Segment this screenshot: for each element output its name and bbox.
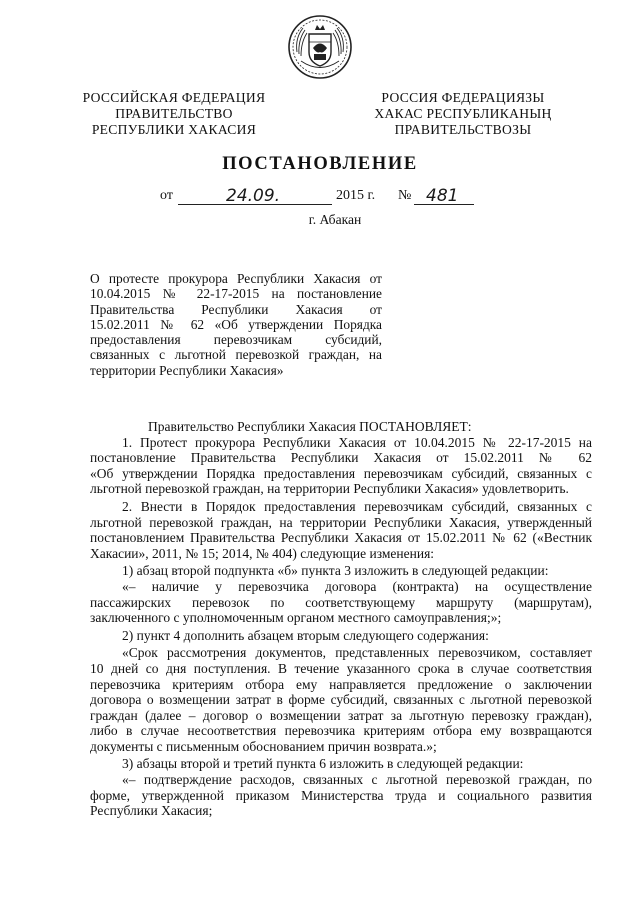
- date-number-line: [0, 188, 640, 210]
- resolution-body: [90, 419, 592, 819]
- body-line: форме, утвержденной приказом Министерства труда и социального развития: [90, 787, 592, 803]
- body-line: 1. Протест прокурора Республики Хакасия от 10.04.2015 № 22-17-2015 на: [122, 434, 592, 450]
- header-left-block: [82, 90, 266, 138]
- body-line: постановление Правительства Республики Хакасия от 15.02.2011 № 62: [90, 450, 592, 466]
- header-right-line: ХАКАС РЕСПУБЛИКАНЫҢ: [374, 106, 552, 121]
- subject-line: 10.04.2015 № 22-17-2015 на постановление: [90, 286, 382, 302]
- city-label: г. Абакан: [308, 212, 362, 227]
- header-right-line: ПРАВИТЕЛЬСТВОЗЫ: [394, 122, 532, 137]
- subject-line: предоставления перевозчикам субсидий,: [90, 332, 382, 348]
- subject-line: 15.02.2011 № 62 «Об утверждении Порядка: [90, 316, 382, 332]
- body-line: либо в случае несоответствия перевозчика критериям отбора ему возвращаются: [90, 723, 592, 739]
- header-right-block: [370, 90, 556, 138]
- body-line: «– подтверждение расходов, связанных с льготной перевозкой граждан, по: [122, 772, 592, 788]
- body-line: Хакасии», 2011, № 15; 2014, № 404) следующие изменения:: [90, 545, 435, 561]
- body-line: «– наличие у перевозчика договора (контракта) на осуществление: [122, 578, 592, 594]
- header-right-line: РОССИЯ ФЕДЕРАЦИЯЗЫ: [381, 90, 545, 105]
- body-line: «Срок рассмотрения документов, представленных перевозчиком, составляет: [122, 645, 592, 661]
- header-left-line: ПРАВИТЕЛЬСТВО: [115, 106, 233, 121]
- handwritten-date: 24.09.: [226, 186, 281, 206]
- header-left-line: РОССИЙСКАЯ ФЕДЕРАЦИЯ: [82, 90, 266, 105]
- body-line: 1) абзац второй подпункта «б» пункта 3 изложить в следующей редакции:: [122, 563, 549, 579]
- body-line: «Об утверждении Порядка предоставления перевозчикам субсидий, связанных с: [90, 465, 592, 481]
- subject-line: территории Республики Хакасия»: [90, 362, 284, 378]
- subject-block: [90, 271, 382, 378]
- number-label: №: [398, 188, 412, 203]
- body-line: документы с письменным обоснованием причин возврата.»;: [90, 738, 437, 754]
- body-line: 10 дней со дня поступления. В течение указанного срока в случае соответствия: [90, 660, 592, 676]
- body-line: 3) абзацы второй и третий пункта 6 изложить в следующей редакции:: [122, 756, 524, 772]
- body-line: Правительство Республики Хакасия ПОСТАНОВЛЯЕТ:: [148, 419, 472, 434]
- body-line: заключенного с уполномоченным органом местного самоуправления;»;: [90, 610, 502, 626]
- document-type-title: ПОСТАНОВЛЕНИЕ: [222, 154, 418, 174]
- subject-line: О протесте прокурора Республики Хакасия от: [90, 271, 382, 286]
- subject-line: Правительства Республики Хакасия от: [90, 301, 382, 317]
- body-line: 2) пункт 4 дополнить абзацем вторым следующего содержания:: [122, 627, 489, 643]
- from-label: от: [160, 188, 173, 203]
- body-line: договора о возмещении затрат в форме субсидий, связанных с льготной перевозкой: [90, 692, 592, 708]
- body-line: Республики Хакасия;: [90, 803, 213, 819]
- handwritten-number: 481: [426, 186, 459, 206]
- body-line: граждан (далее – договор о возмещении затрат за льготную перевозку граждан),: [90, 707, 592, 723]
- header-left-line: РЕСПУБЛИКИ ХАКАСИЯ: [91, 122, 257, 137]
- body-line: перевозчика критериям отбора ему направляется предложение о заключении: [90, 676, 592, 692]
- coat-of-arms-emblem: [287, 14, 353, 80]
- body-line: постановлением Правительства Республики Хакасия от 15.02.2011 № 62 («Вестник: [90, 530, 592, 546]
- year-label: 2015 г.: [336, 188, 376, 203]
- body-line: льготной перевозкой граждан, на территории Республики Хакасия» удовлетворить.: [90, 481, 569, 497]
- body-line: 2. Внести в Порядок предоставления перевозчикам субсидий, связанных с: [122, 498, 592, 514]
- body-line: льготной перевозкой граждан, на территории Республики Хакасия, утвержденный: [90, 514, 592, 530]
- subject-line: связанных с льготной перевозкой граждан, на: [90, 347, 382, 363]
- body-line: пассажирских перевозок по соответствующему маршруту (маршрутам),: [90, 594, 592, 610]
